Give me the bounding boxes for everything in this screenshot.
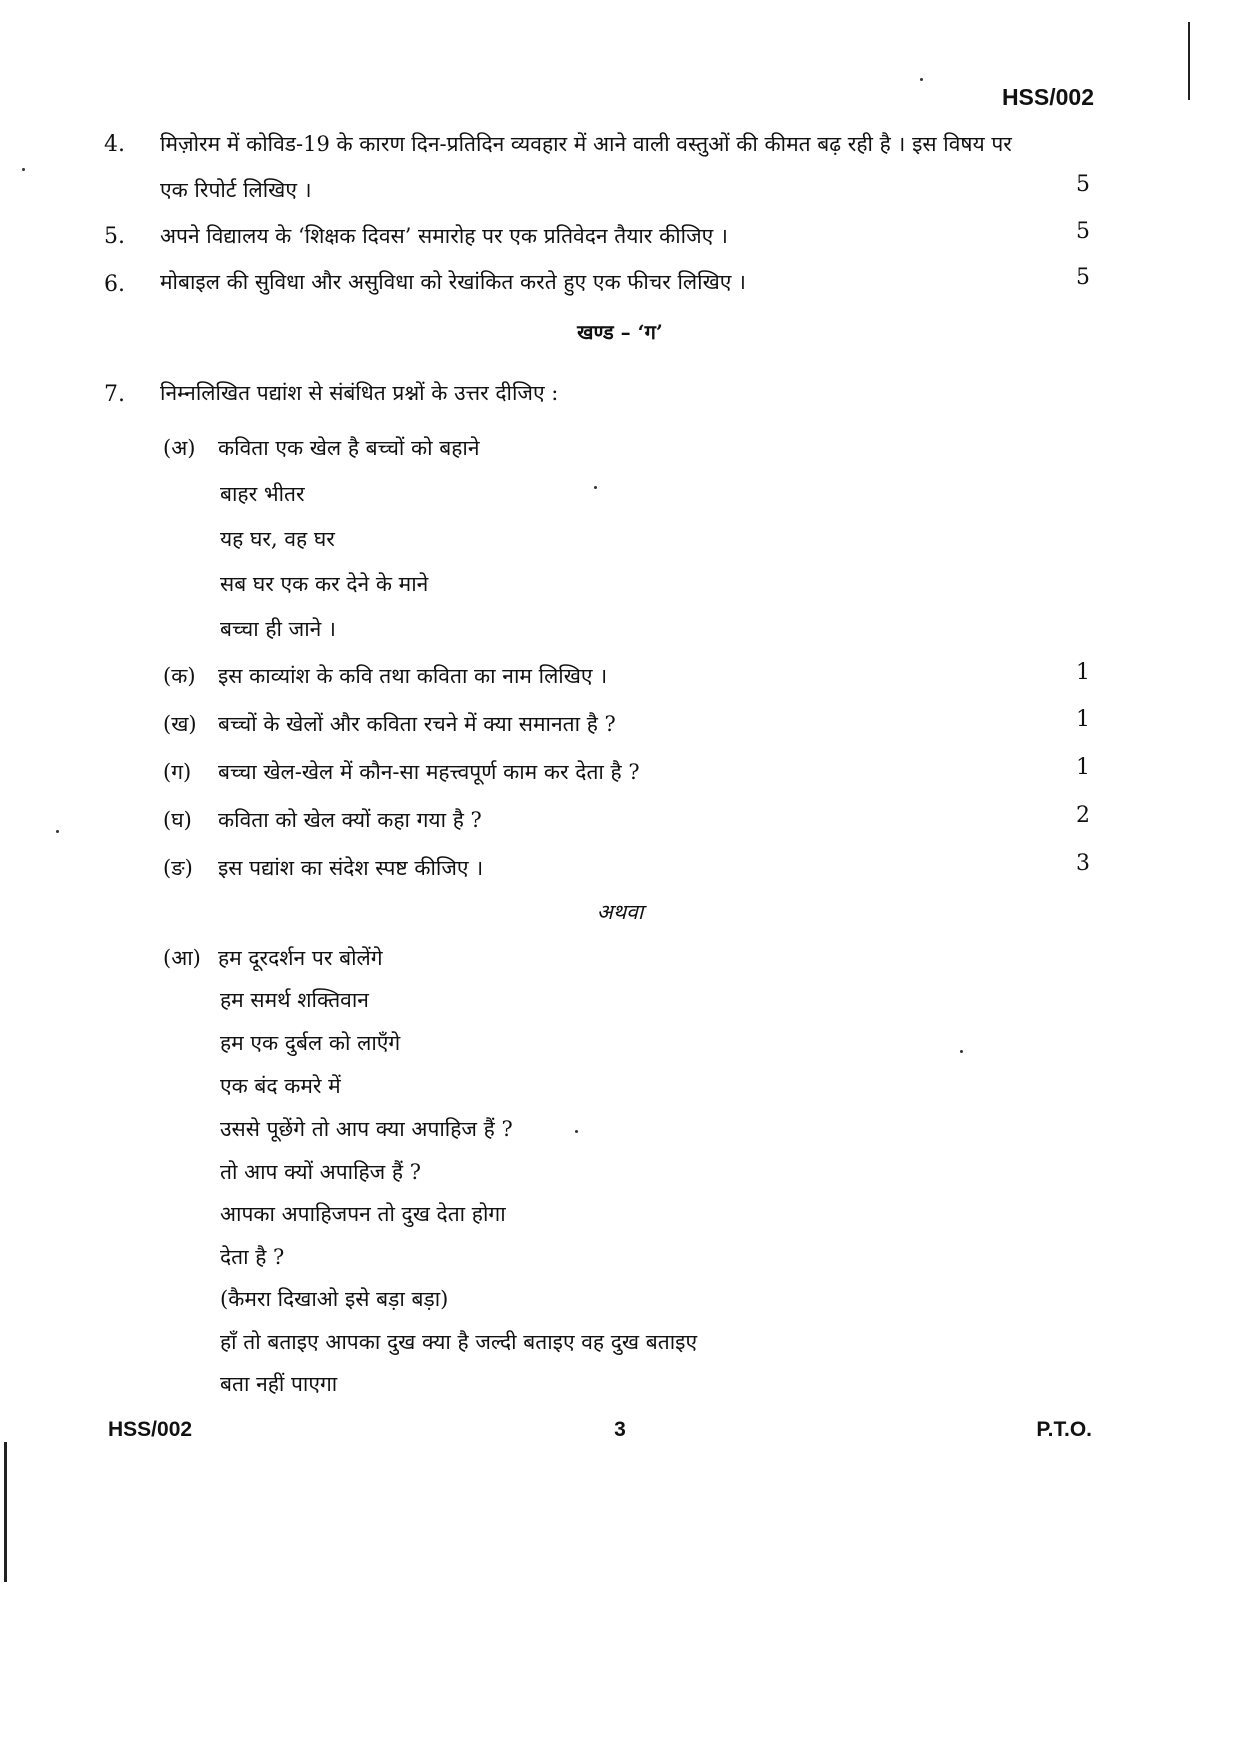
scan-speck bbox=[920, 78, 923, 81]
poem-b-label: (आ) bbox=[163, 946, 201, 970]
question-text-line-2: एक रिपोर्ट लिखिए । bbox=[160, 178, 312, 202]
poem-line: हाँ तो बताइए आपका दुख क्या है जल्दी बताइए वह दुख बताइए bbox=[220, 1330, 698, 1354]
subquestion-text: इस पद्यांश का संदेश स्पष्ट कीजिए । bbox=[218, 856, 484, 880]
poem-line: उससे पूछेंगे तो आप क्या अपाहिज हैं ? bbox=[220, 1117, 513, 1141]
scan-edge-mark bbox=[1188, 22, 1190, 100]
question-text-line-1: अपने विद्यालय के ‘शिक्षक दिवस’ समारोह पर एक प्रतिवेदन तैयार कीजिए । bbox=[160, 224, 728, 248]
poem-line: बच्चा ही जाने । bbox=[220, 617, 336, 641]
subquestion-marks: 3 bbox=[1076, 851, 1090, 876]
poem-line: हम दूरदर्शन पर बोलेंगे bbox=[218, 946, 383, 970]
question-number: 6. bbox=[104, 272, 125, 297]
subquestion-text: बच्चों के खेलों और कविता रचने में क्या समानता है ? bbox=[218, 712, 616, 736]
poem-line: हम एक दुर्बल को लाएँगे bbox=[220, 1031, 401, 1055]
poem-line: हम समर्थ शक्तिवान bbox=[220, 988, 369, 1012]
footer-pto: P.T.O. bbox=[1036, 1418, 1092, 1441]
scan-edge-mark bbox=[4, 1442, 7, 1582]
subquestion-label: (क) bbox=[163, 664, 196, 688]
poem-line: कविता एक खेल है बच्चों को बहाने bbox=[218, 436, 480, 460]
question-number: 5. bbox=[104, 224, 125, 249]
poem-line: तो आप क्यों अपाहिज हैं ? bbox=[220, 1160, 422, 1184]
scan-speck bbox=[22, 168, 25, 171]
poem-line: आपका अपाहिजपन तो दुख देता होगा bbox=[220, 1202, 506, 1226]
poem-line: बाहर भीतर bbox=[220, 482, 305, 506]
or-divider: अथवा bbox=[596, 900, 644, 924]
question-prompt: निम्नलिखित पद्यांश से संबंधित प्रश्नों के उत्तर दीजिए : bbox=[160, 381, 559, 405]
scan-speck bbox=[594, 486, 597, 489]
poem-line: (कैमरा दिखाओ इसे बड़ा बड़ा) bbox=[220, 1287, 449, 1311]
question-text-line-1: मिज़ोरम में कोविड-19 के कारण दिन-प्रतिदिन व्यवहार में आने वाली वस्तुओं की कीमत बढ़ रही है । इस विषय पर bbox=[160, 132, 1012, 156]
poem-line: देता है ? bbox=[220, 1245, 285, 1269]
subquestion-marks: 1 bbox=[1076, 660, 1090, 685]
scan-speck bbox=[56, 830, 59, 833]
poem-line: एक बंद कमरे में bbox=[220, 1074, 341, 1098]
poem-line: बता नहीं पाएगा bbox=[220, 1372, 338, 1396]
subquestion-text: बच्चा खेल-खेल में कौन-सा महत्त्वपूर्ण काम कर देता है ? bbox=[218, 760, 640, 784]
footer-paper-code: HSS/002 bbox=[108, 1418, 193, 1441]
question-marks: 5 bbox=[1076, 265, 1090, 290]
footer-page-number: 3 bbox=[614, 1418, 626, 1441]
subquestion-marks: 1 bbox=[1076, 707, 1090, 732]
subquestion-label: (ङ) bbox=[163, 856, 193, 880]
question-marks: 5 bbox=[1076, 172, 1090, 197]
subquestion-label: (घ) bbox=[163, 808, 192, 832]
scan-speck bbox=[575, 1130, 578, 1133]
subquestion-label: (ग) bbox=[163, 760, 192, 784]
subquestion-marks: 1 bbox=[1076, 755, 1090, 780]
poem-line: सब घर एक कर देने के माने bbox=[220, 572, 429, 596]
subquestion-text: इस काव्यांश के कवि तथा कविता का नाम लिखिए । bbox=[218, 664, 608, 688]
poem-a-label: (अ) bbox=[163, 436, 196, 460]
subquestion-label: (ख) bbox=[163, 712, 197, 736]
header-paper-code: HSS/002 bbox=[1001, 84, 1094, 110]
question-number: 7. bbox=[104, 382, 125, 407]
poem-line: यह घर, वह घर bbox=[220, 527, 335, 551]
question-number: 4. bbox=[104, 132, 125, 157]
subquestion-marks: 2 bbox=[1076, 803, 1090, 828]
subquestion-text: कविता को खेल क्यों कहा गया है ? bbox=[218, 808, 482, 832]
question-marks: 5 bbox=[1076, 219, 1090, 244]
question-text-line-1: मोबाइल की सुविधा और असुविधा को रेखांकित करते हुए एक फीचर लिखिए । bbox=[160, 270, 747, 294]
section-heading: खण्ड – ‘ग’ bbox=[577, 320, 663, 344]
scan-speck bbox=[960, 1050, 963, 1053]
